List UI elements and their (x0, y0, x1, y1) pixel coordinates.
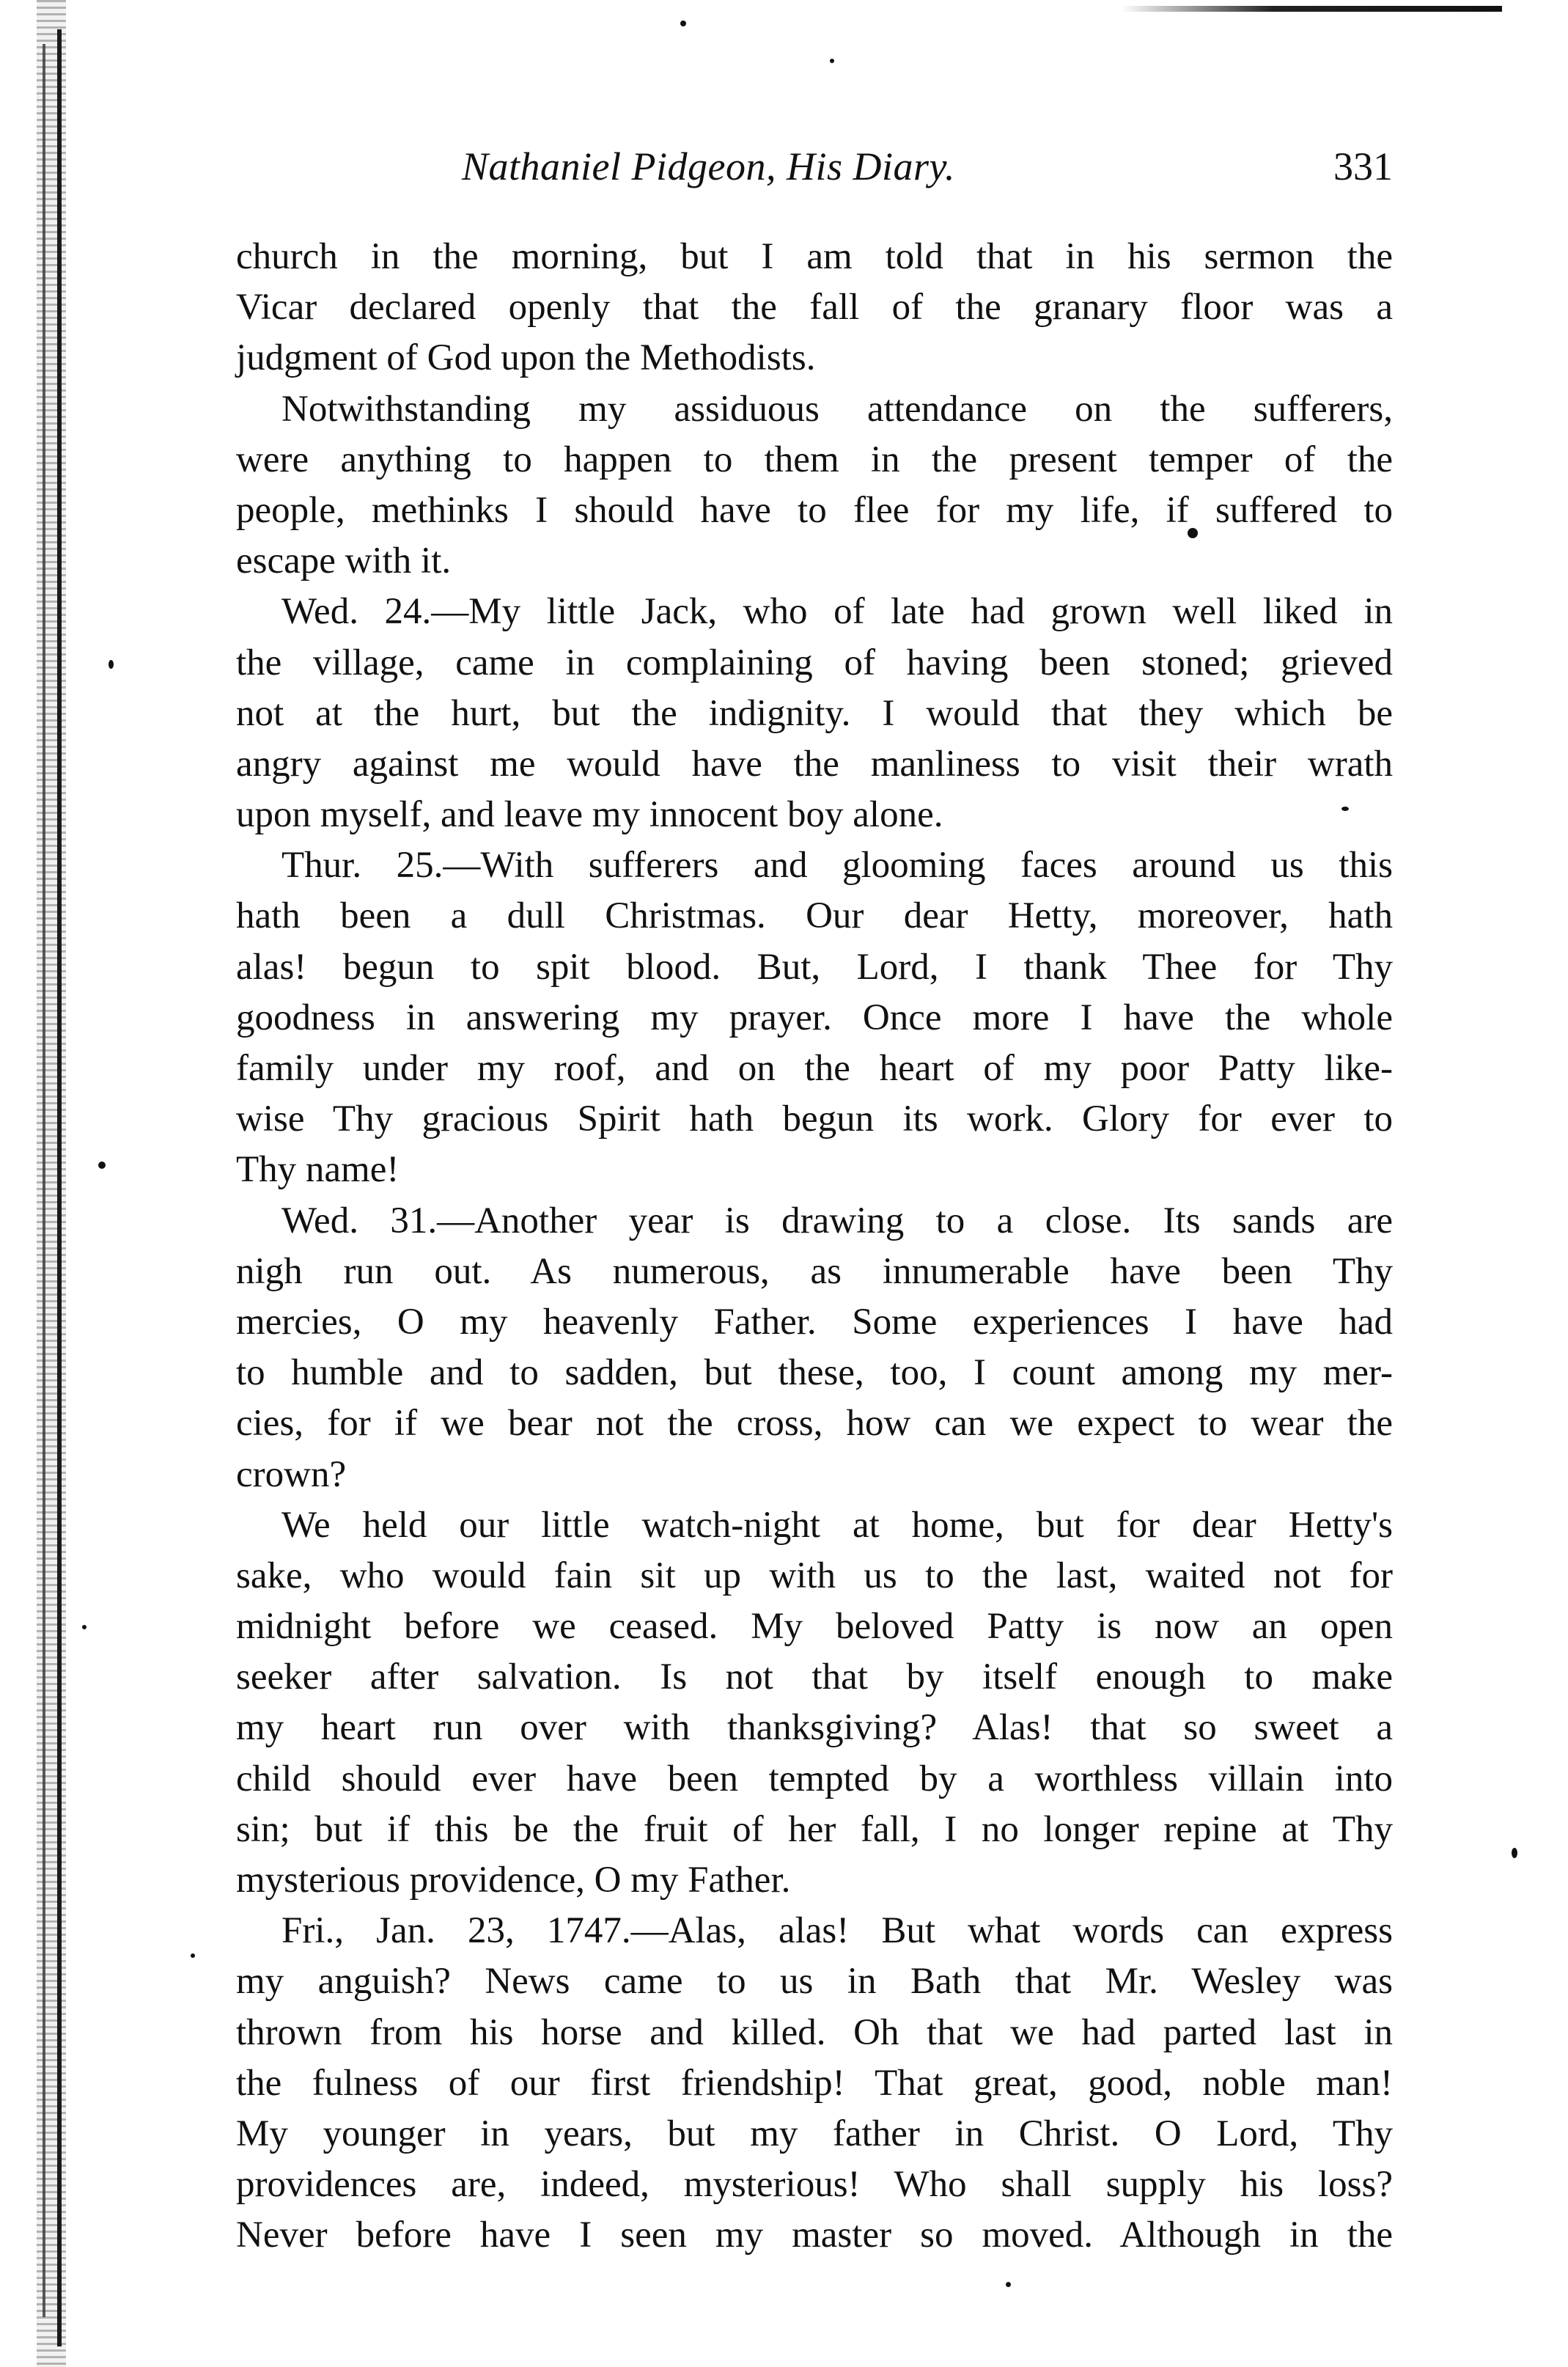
text-line: the village, came in complaining of having been stoned; grieved (236, 642, 1393, 683)
text-line: judgment of God upon the Methodists. (236, 337, 816, 379)
text-line: sake, who would fain sit up with us to the last, waited not for (236, 1555, 1393, 1596)
text-line: to humble and to sadden, but these, too, I count among my mer- (236, 1352, 1393, 1394)
text-line: angry against me would have the manliness to visit their wrath (236, 743, 1393, 785)
text-line: Fri., Jan. 23, 1747.—Alas, alas! But what words can express (281, 1910, 1393, 1952)
page-number: 331 (1333, 144, 1393, 188)
text-line: people, methinks I should have to flee for my life, if suffered to (236, 489, 1393, 531)
text-line: mysterious providence, O my Father. (236, 1860, 791, 1901)
text-line: hath been a dull Christmas. Our dear Hetty, moreover, hath (236, 895, 1393, 937)
text-line: Vicar declared openly that the fall of the granary floor was a (236, 287, 1393, 329)
text-line: wise Thy gracious Spirit hath begun its work. Glory for ever to (236, 1098, 1393, 1140)
text-line: escape with it. (236, 540, 452, 582)
text-line: Thy name! (236, 1149, 400, 1191)
text-line: nigh run out. As numerous, as innumerable have been Thy (236, 1250, 1393, 1292)
text-line: midnight before we ceased. My beloved Patty is now an open (236, 1606, 1393, 1648)
text-line: mercies, O my heavenly Father. Some experiences I have had (236, 1301, 1393, 1343)
text-line: Never before have I seen my master so moved. Although in the (236, 2214, 1393, 2256)
binding-shadow (43, 44, 45, 2317)
text-line: My younger in years, but my father in Christ. O Lord, Thy (236, 2113, 1393, 2154)
text-line: providences are, indeed, mysterious! Who shall supply his loss? (236, 2164, 1393, 2206)
text-line: crown? (236, 1453, 347, 1495)
text-line: Thur. 25.—With sufferers and glooming faces around us this (281, 845, 1393, 887)
text-line: not at the hurt, but the indignity. I would that they which be (236, 692, 1393, 734)
text-line: Notwithstanding my assiduous attendance on the sufferers, (281, 388, 1393, 430)
text-line: upon myself, and leave my innocent boy alone. (236, 794, 943, 836)
text-line: church in the morning, but I am told that in his sermon the (236, 236, 1393, 277)
running-title: Nathaniel Pidgeon, His Diary. (462, 144, 955, 188)
text-line: the fulness of our first friendship! That great, good, noble man! (236, 2062, 1393, 2104)
top-rule (1121, 6, 1502, 12)
text-line: We held our little watch-night at home, but for dear Hetty's (281, 1504, 1393, 1546)
text-line: cies, for if we bear not the cross, how can we expect to wear the (236, 1403, 1393, 1445)
text-line: Wed. 24.—My little Jack, who of late had grown well liked in (281, 591, 1393, 633)
binding-edge (37, 0, 66, 2367)
binding-line (57, 29, 62, 2346)
text-line: were anything to happen to them in the present temper of the (236, 438, 1393, 480)
text-line: my anguish? News came to us in Bath that Mr. Wesley was (236, 1961, 1393, 2003)
text-line: child should ever have been tempted by a worthless villain into (236, 1758, 1393, 1799)
body-text (236, 232, 1393, 2261)
text-line: alas! begun to spit blood. But, Lord, I thank Thee for Thy (236, 946, 1393, 988)
text-line: my heart run over with thanksgiving? Alas! that so sweet a (236, 1707, 1393, 1749)
text-line: goodness in answering my prayer. Once more I have the whole (236, 997, 1393, 1038)
text-line: thrown from his horse and killed. Oh that we had parted last in (236, 2011, 1393, 2053)
text-line: Wed. 31.—Another year is drawing to a close. Its sands are (281, 1200, 1393, 1241)
text-line: sin; but if this be the fruit of her fall, I no longer repine at Thy (236, 1808, 1393, 1850)
page-header (235, 144, 1393, 202)
text-line: family under my roof, and on the heart of my poor Patty like- (236, 1048, 1393, 1089)
text-line: seeker after salvation. Is not that by itself enough to make (236, 1656, 1393, 1698)
